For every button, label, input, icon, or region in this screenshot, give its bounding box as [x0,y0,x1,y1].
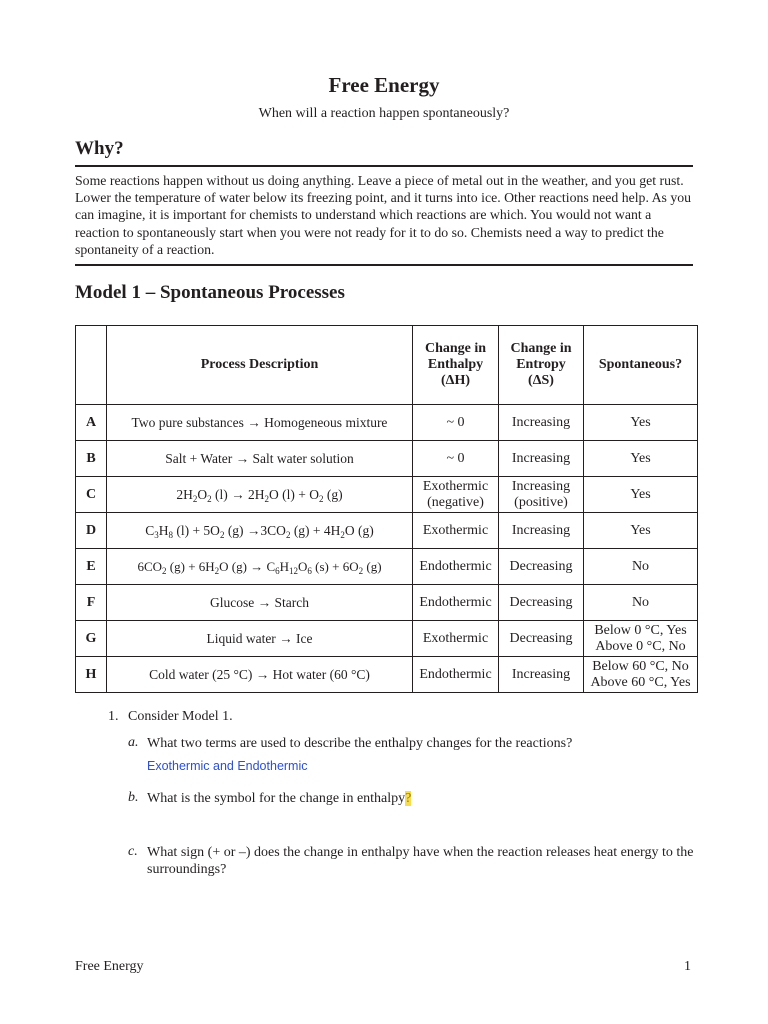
why-bottom-rule [75,264,693,266]
row-enthalpy: Exothermic [413,621,499,657]
row-entropy: Decreasing [499,585,584,621]
row-id: A [76,405,107,441]
row-process: Liquid water → Ice [107,621,413,657]
question-1c-letter: c. [128,844,138,859]
question-1-text: Consider Model 1. [128,709,233,724]
row-id: F [76,585,107,621]
table-row [76,477,698,513]
header-entropy-line3: (ΔS) [528,373,554,388]
header-enthalpy [413,326,499,405]
table-row [76,513,698,549]
row-id: G [76,621,107,657]
row-entropy: Decreasing [499,621,584,657]
row-process: Cold water (25 °C) → Hot water (60 °C) [107,657,413,693]
question-1b-text-wrap [147,790,697,807]
header-enthalpy-line2: Enthalpy [427,357,484,372]
question-1b-text: What is the symbol for the change in enthalpy [147,791,406,806]
row-spontaneous: Yes [584,477,698,513]
why-paragraph: Some reactions happen without us doing anything. Leave a piece of metal out in the weather, and you get rust. Lower the temperature of water below its freezing point, and it turns into ice. Other reactions need help. As you can imagine, it is important for chemists to understand which reactions are which. You would not want a reaction to spontaneously start when you were not ready for it to do so. Chemists need a way to predict the spontaneity of a reaction. [75,173,692,257]
row-enthalpy: Endothermic [413,657,499,693]
header-entropy-line1: Change in [510,341,572,356]
model-table [75,325,698,693]
row-spontaneous: Below 0 °C, Yes Above 0 °C, No [584,621,698,657]
row-id: D [76,513,107,549]
row-entropy: Increasing [499,657,584,693]
header-spontaneous: Spontaneous? [584,326,698,405]
table-row [76,405,698,441]
row-enthalpy: Exothermic (negative) [413,477,499,513]
header-id [76,326,107,405]
row-enthalpy: Exothermic [413,513,499,549]
row-enthalpy: Endothermic [413,585,499,621]
row-id: B [76,441,107,477]
question-1 [108,709,233,725]
row-id: C [76,477,107,513]
row-id: E [76,549,107,585]
page-title: Free Energy [328,73,440,97]
table-header-row [76,326,698,405]
row-enthalpy: ~ 0 [413,405,499,441]
header-enthalpy-line3: (ΔH) [441,373,470,388]
page-subtitle: When will a reaction happen spontaneously? [258,106,510,121]
question-1a-text: What two terms are used to describe the enthalpy changes for the reactions? [147,736,573,751]
footer-title: Free Energy [75,959,144,974]
row-spontaneous: Yes [584,513,698,549]
highlighted-question-mark: ? [405,791,412,806]
row-entropy: Increasing [499,441,584,477]
table-row [76,585,698,621]
row-process-equation: $6CO_2$ $(g) + 6H_2O$ $(g) \to C_6H_{12}O_6$ $(s) + 6O_2$ (g) [107,549,413,585]
row-spontaneous: Yes [584,441,698,477]
row-process: Glucose → Starch [107,585,413,621]
row-entropy: Decreasing [499,549,584,585]
row-enthalpy: Endothermic [413,549,499,585]
why-heading: Why? [75,138,124,159]
row-process-equation: $2H_2O_2$ $(l) \to 2H_2O$ $(l) + O_2$ (g) [107,477,413,513]
question-1b-letter: b. [128,790,139,805]
row-enthalpy: ~ 0 [413,441,499,477]
row-spontaneous: Yes [584,405,698,441]
table-row [76,549,698,585]
row-process: Salt + Water → Salt water solution [107,441,413,477]
row-entropy: Increasing [499,513,584,549]
question-1-number: 1. [108,709,119,724]
row-entropy: Increasing (positive) [499,477,584,513]
page-number: 1 [684,959,691,974]
header-entropy-line2: Entropy [516,357,566,372]
row-process-equation: $C_3H_8$ $(l) + 5O_2$ $(g) \to 3CO_2$ $(g) + 4H_2O$ (g) [107,513,413,549]
question-1a-answer[interactable]: Exothermic and Endothermic [147,759,308,773]
header-entropy [499,326,584,405]
question-1a-letter: a. [128,735,139,750]
row-spontaneous: No [584,585,698,621]
row-spontaneous: No [584,549,698,585]
row-process: Two pure substances → Homogeneous mixture [107,405,413,441]
header-enthalpy-line1: Change in [424,341,487,356]
why-top-rule [75,165,693,167]
table-row [76,441,698,477]
table-row [76,657,698,693]
row-id: H [76,657,107,693]
header-process: Process Description [107,326,413,405]
row-spontaneous: Below 60 °C, No Above 60 °C, Yes [584,657,698,693]
model-heading: Model 1 – Spontaneous Processes [75,282,345,303]
table-row [76,621,698,657]
row-entropy: Increasing [499,405,584,441]
question-1c-text: What sign (+ or –) does the change in enthalpy have when the reaction releases heat energy to the surroundings? [147,845,694,877]
